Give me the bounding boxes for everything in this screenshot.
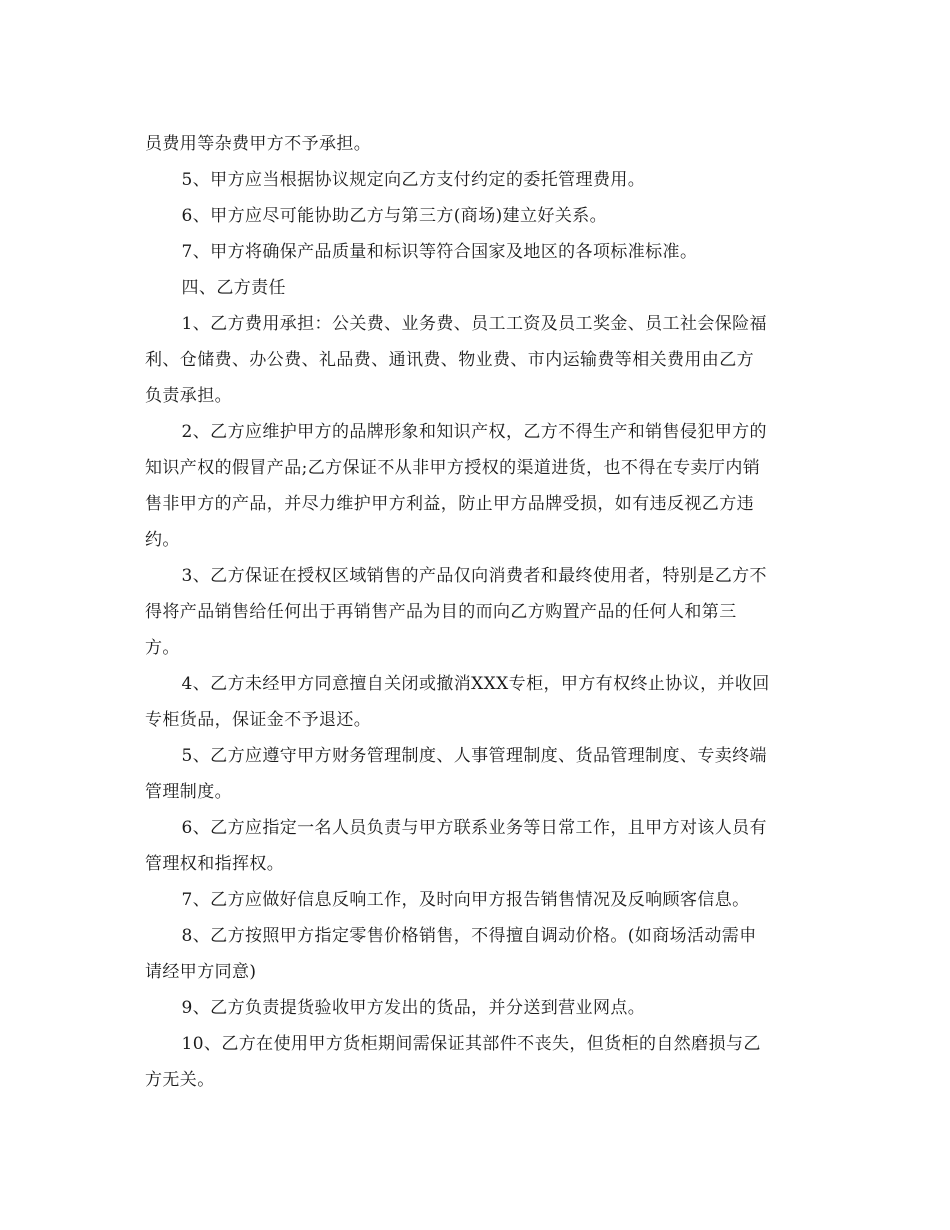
text-line: 6、乙方应指定一名人员负责与甲方联系业务等日常工作，且甲方对该人员有 [181,818,767,838]
paragraph-party-b-item-8 [145,918,810,990]
paragraph-party-b-item-4 [145,666,810,738]
text-line: 6、甲方应尽可能协助乙方与第三方(商场)建立好关系。 [181,206,608,226]
paragraph-party-a-item-5 [145,162,810,198]
section-heading: 四、乙方责任 [181,278,286,298]
paragraph-party-a-item-6 [145,198,810,234]
text-line: 方无关。 [145,1070,215,1090]
section-heading-party-b [145,270,810,306]
paragraph-party-b-item-7 [145,882,810,918]
text-line: 管理制度。 [145,782,232,802]
text-line: 管理权和指挥权。 [145,854,285,874]
document-body [145,126,810,1098]
paragraph-party-b-item-5 [145,738,810,810]
paragraph-party-b-item-10 [145,1026,810,1098]
text-line: 利、仓储费、办公费、礼品费、通讯费、物业费、市内运输费等相关费用由乙方 [145,350,754,370]
paragraph-party-a-item-7 [145,234,810,270]
text-line: 10、乙方在使用甲方货柜期间需保证其部件不丧失，但货柜的自然磨损与乙 [181,1034,761,1054]
text-line: 5、乙方应遵守甲方财务管理制度、人事管理制度、货品管理制度、专卖终端 [181,746,767,766]
text-line: 售非甲方的产品，并尽力维护甲方利益，防止甲方品牌受损，如有违反视乙方违 [145,494,754,514]
text-line: 员费用等杂费甲方不予承担。 [145,134,372,154]
text-line: 1、乙方费用承担：公关费、业务费、员工工资及员工奖金、员工社会保险福 [181,314,767,334]
text-line: 方。 [145,638,180,658]
paragraph-party-b-item-9 [145,990,810,1026]
text-line: 请经甲方同意) [145,962,257,982]
text-line: 7、甲方将确保产品质量和标识等符合国家及地区的各项标准标准。 [181,242,698,262]
text-line: 8、乙方按照甲方指定零售价格销售，不得擅自调动价格。(如商场活动需申 [181,926,757,946]
text-line: 专柜货品，保证金不予退还。 [145,710,372,730]
paragraph-party-b-item-2 [145,414,810,558]
paragraph-party-b-item-3 [145,558,810,666]
text-line: 9、乙方负责提货验收甲方发出的货品，并分送到营业网点。 [181,998,646,1018]
text-line: 3、乙方保证在授权区域销售的产品仅向消费者和最终使用者，特别是乙方不 [181,566,767,586]
text-line: 得将产品销售给任何出于再销售产品为目的而向乙方购置产品的任何人和第三 [145,602,737,622]
text-line: 知识产权的假冒产品;乙方保证不从非甲方授权的渠道进货，也不得在专卖厅内销 [145,458,761,478]
paragraph-party-b-item-1 [145,306,810,414]
text-line: 7、乙方应做好信息反响工作，及时向甲方报告销售情况及反响顾客信息。 [181,890,750,910]
paragraph-continuation [145,126,810,162]
text-line: 4、乙方未经甲方同意擅自关闭或撤消XXX专柜，甲方有权终止协议，并收回 [181,674,770,694]
text-line: 2、乙方应维护甲方的品牌形象和知识产权，乙方不得生产和销售侵犯甲方的 [181,422,767,442]
text-line: 约。 [145,530,180,550]
text-line: 负责承担。 [145,386,232,406]
text-line: 5、甲方应当根据协议规定向乙方支付约定的委托管理费用。 [181,170,646,190]
paragraph-party-b-item-6 [145,810,810,882]
